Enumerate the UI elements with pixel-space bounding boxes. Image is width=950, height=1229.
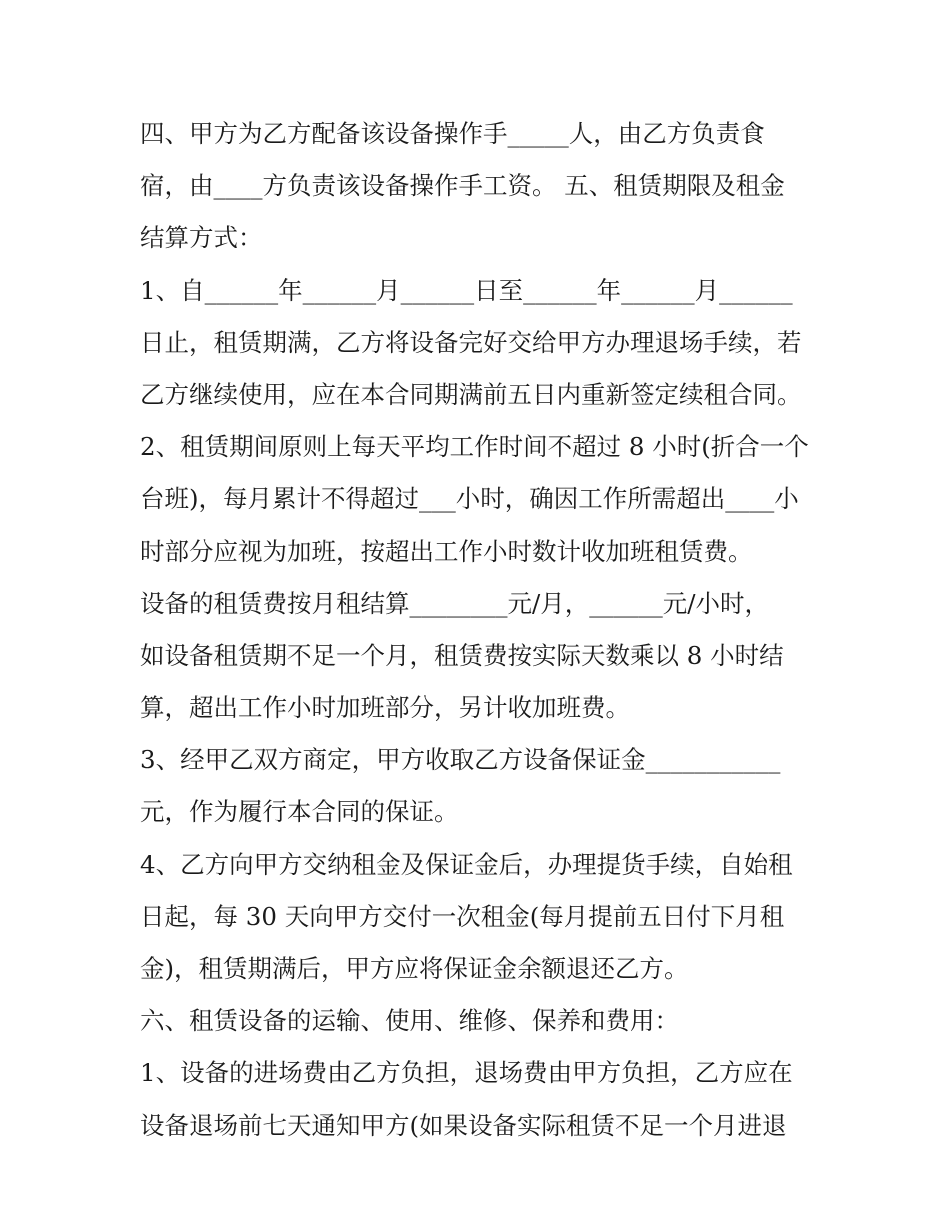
text-line: 台班)，每月累计不得超过___小时，确因工作所需超出____小 [140,484,799,514]
text-line: 时部分应视为加班，按超出工作小时数计收加班租赁费。 [140,536,753,566]
text-line: 金)，租赁期满后，甲方应将保证金余额退还乙方。 [140,954,689,983]
contract-text [140,108,820,1152]
text-line: 日起，每 30 天向甲方交付一次租金(每月提前五日付下月租 [140,901,785,931]
text-line: 结算方式： [140,223,263,253]
text-line: 设备退场前七天通知甲方(如果设备实际租赁不足一个月进退 [140,1110,787,1140]
text-line: 4、乙方向甲方交纳租金及保证金后，办理提货手续，自始租 [140,849,793,879]
text-line: 四、甲方为乙方配备该设备操作手_____人，由乙方负责食 [140,119,765,148]
text-line: 1、自______年______月______日至______年______月______ [140,275,793,305]
text-line: 日止，租赁期满，乙方将设备完好交给甲方办理退场手续，若 [140,327,802,357]
text-line: 元，作为履行本合同的保证。 [140,797,459,827]
text-line: 算，超出工作小时加班部分，另计收加班费。 [140,693,630,723]
text-line: 六、租赁设备的运输、使用、维修、保养和费用： [140,1006,679,1036]
text-line: 1、设备的进场费由乙方负担，退场费由甲方负担，乙方应在 [140,1058,793,1088]
text-line: 宿，由____方负责该设备操作手工资。 五、租赁期限及租金 [140,171,785,201]
text-line: 设备的租赁费按月租结算________元/月，______元/小时， [140,588,770,618]
text-line: 2、租赁期间原则上每天平均工作时间不超过 8 小时(折合一个 [140,432,809,462]
text-line: 3、经甲乙双方商定，甲方收取乙方设备保证金___________ [140,745,781,775]
text-line: 乙方继续使用，应在本合同期满前五日内重新签定续租合同。 [140,379,802,409]
text-line: 如设备租赁期不足一个月，租赁费按实际天数乘以 8 小时结 [140,640,784,670]
